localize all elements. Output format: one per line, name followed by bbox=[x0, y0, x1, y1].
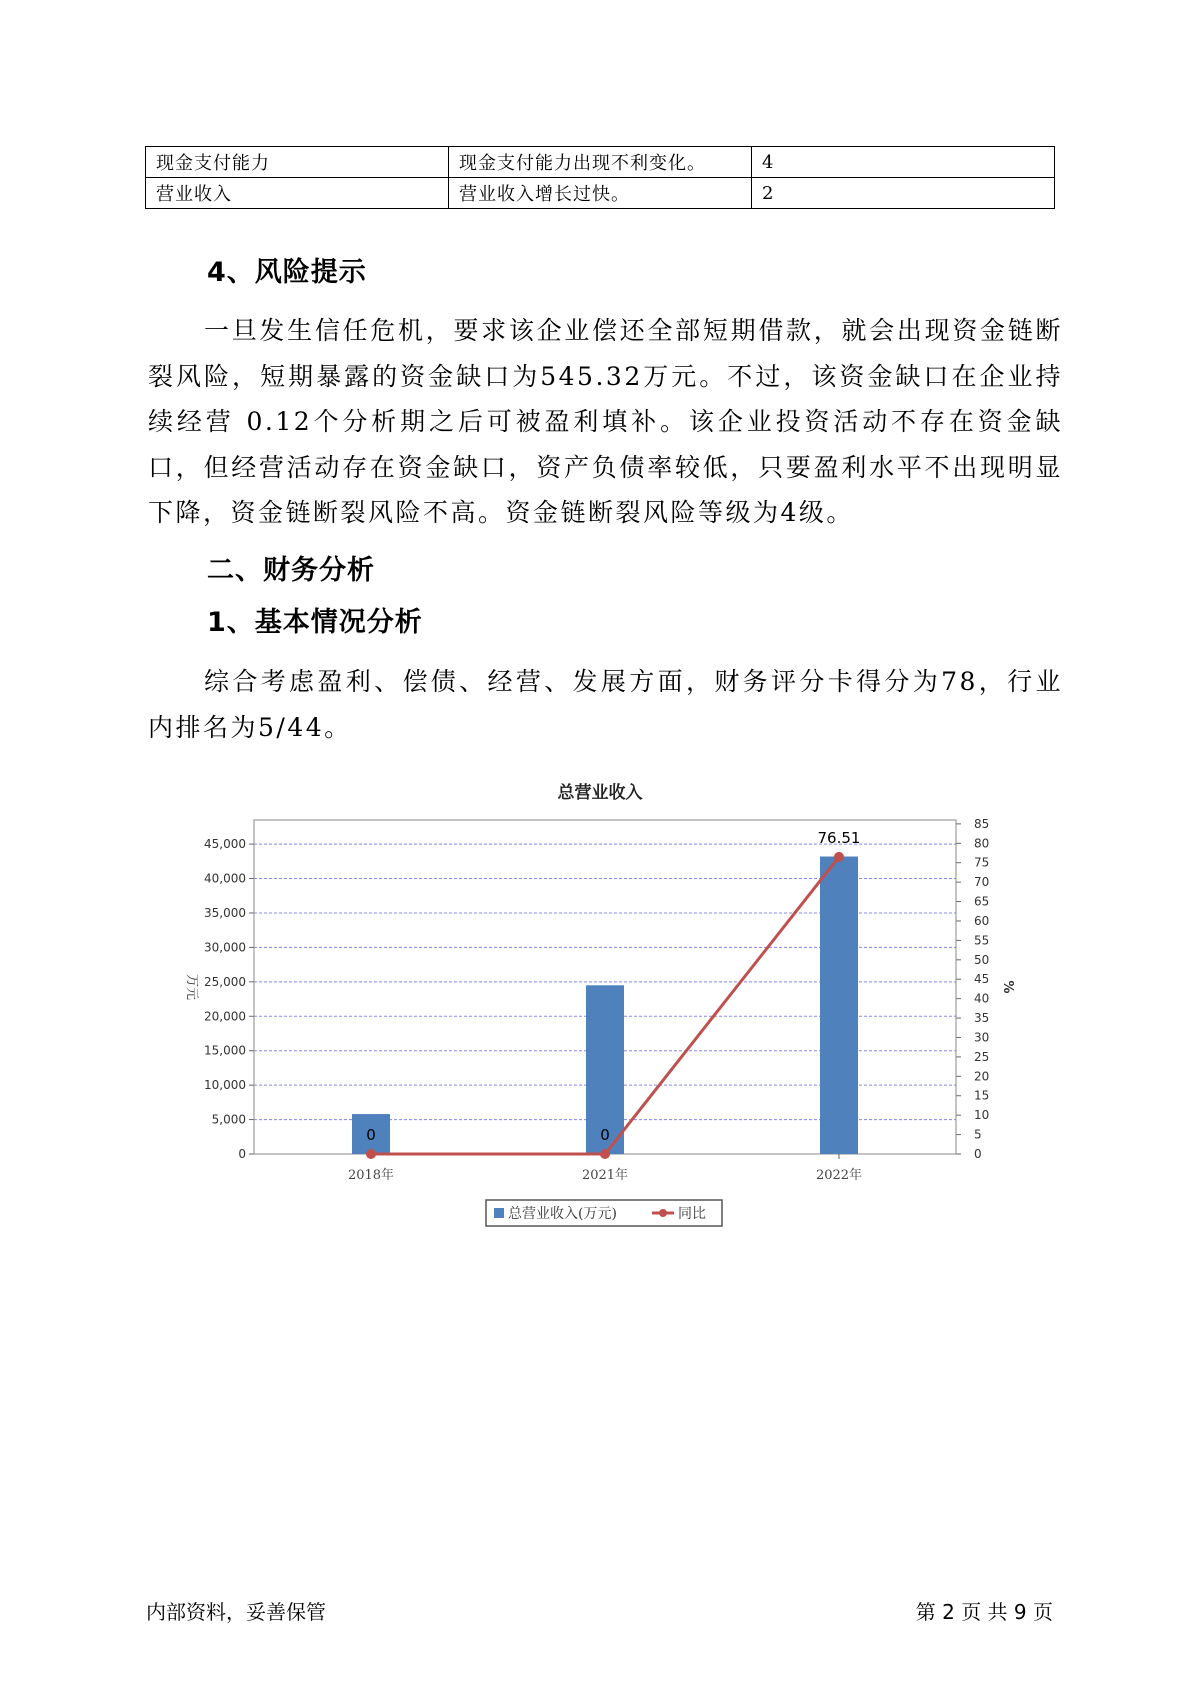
y2-tick-label: 10 bbox=[974, 1108, 990, 1123]
y2-tick-label: 60 bbox=[974, 913, 990, 928]
y2-tick-label: 55 bbox=[974, 933, 990, 948]
basic-heading: 1、基本情况分析 bbox=[207, 607, 423, 638]
legend-label-yoy: 同比 bbox=[678, 1206, 706, 1222]
y-axis-label: 万元 bbox=[184, 973, 199, 1001]
data-label: 0 bbox=[600, 1126, 610, 1144]
basic-paragraph: 综合考虑盈利、偿债、经营、发展方面，财务评分卡得分为78，行业内排名为5/44。 bbox=[148, 667, 1063, 742]
table-row bbox=[146, 147, 1055, 178]
chart-title: 总营业收入 bbox=[557, 783, 643, 803]
risk-table bbox=[145, 146, 1055, 209]
y2-tick-label: 50 bbox=[974, 952, 990, 967]
y2-tick-label: 20 bbox=[974, 1069, 990, 1084]
y-tick-label: 10,000 bbox=[204, 1078, 246, 1093]
y-tick-label: 5,000 bbox=[211, 1112, 246, 1127]
line-point bbox=[600, 1149, 610, 1159]
footer-page-number: 第 2 页 共 9 页 bbox=[915, 1600, 1053, 1624]
y-tick-label: 25,000 bbox=[204, 974, 246, 989]
bar bbox=[820, 856, 858, 1154]
y2-tick-label: 35 bbox=[974, 1011, 990, 1026]
y2-tick-label: 0 bbox=[974, 1147, 982, 1161]
finance-heading: 二、财务分析 bbox=[207, 555, 375, 586]
line-point bbox=[366, 1149, 376, 1159]
table-cell: 现金支付能力 bbox=[146, 147, 449, 178]
y2-tick-label: 40 bbox=[974, 991, 990, 1006]
y2-tick-label: 85 bbox=[974, 816, 990, 831]
y-tick-label: 30,000 bbox=[204, 940, 246, 955]
legend-swatch-marker bbox=[659, 1209, 667, 1217]
y-tick-label: 0 bbox=[238, 1147, 246, 1161]
data-label: 76.51 bbox=[817, 828, 861, 847]
table-cell: 营业收入 bbox=[146, 178, 449, 209]
revenue-chart bbox=[170, 778, 1020, 1238]
table-row bbox=[146, 178, 1055, 209]
table-cell: 现金支付能力出现不利变化。 bbox=[449, 147, 752, 178]
table-cell: 营业收入增长过快。 bbox=[449, 178, 752, 209]
y2-tick-label: 80 bbox=[974, 836, 990, 851]
line-point bbox=[834, 852, 844, 862]
y2-tick-label: 65 bbox=[974, 894, 990, 909]
y2-tick-label: 75 bbox=[974, 855, 990, 870]
legend-swatch-bar bbox=[494, 1208, 504, 1218]
y-tick-label: 35,000 bbox=[204, 905, 246, 920]
table-cell: 2 bbox=[752, 178, 1055, 209]
risk-paragraph: 一旦发生信任危机，要求该企业偿还全部短期借款，就会出现资金链断裂风险，短期暴露的资金缺口为545.32万元。不过，该资金缺口在企业持续经营 0.12个分析期之后可被盈利填补。该企业投资活动不存在资金缺口，但经营活动存在资金缺口，资产负债率较低，只要盈利水平不出现明显下降，资金链断裂风险不高。资金链断裂风险等级为4级。 bbox=[148, 316, 1063, 527]
footer-confidential: 内部资料，妥善保管 bbox=[146, 1600, 326, 1624]
y-tick-label: 45,000 bbox=[204, 837, 246, 852]
table-cell: 4 bbox=[752, 147, 1055, 178]
legend-label-revenue: 总营业收入(万元) bbox=[508, 1206, 617, 1222]
y-tick-label: 15,000 bbox=[204, 1043, 246, 1058]
risk-heading: 4、风险提示 bbox=[207, 257, 367, 288]
y2-tick-label: 30 bbox=[974, 1030, 990, 1045]
y-tick-label: 40,000 bbox=[204, 871, 246, 886]
data-label: 0 bbox=[366, 1126, 376, 1144]
y2-tick-label: 70 bbox=[974, 875, 990, 890]
y2-tick-label: 5 bbox=[974, 1127, 982, 1142]
y-tick-label: 20,000 bbox=[204, 1009, 246, 1024]
x-tick-label: 2018年 bbox=[347, 1168, 395, 1183]
y2-tick-label: 15 bbox=[974, 1088, 990, 1103]
y2-axis-label: % bbox=[1000, 980, 1015, 994]
x-tick-label: 2022年 bbox=[815, 1168, 863, 1183]
y2-tick-label: 45 bbox=[974, 972, 990, 987]
x-tick-label: 2021年 bbox=[581, 1168, 629, 1183]
y2-tick-label: 25 bbox=[974, 1049, 990, 1064]
